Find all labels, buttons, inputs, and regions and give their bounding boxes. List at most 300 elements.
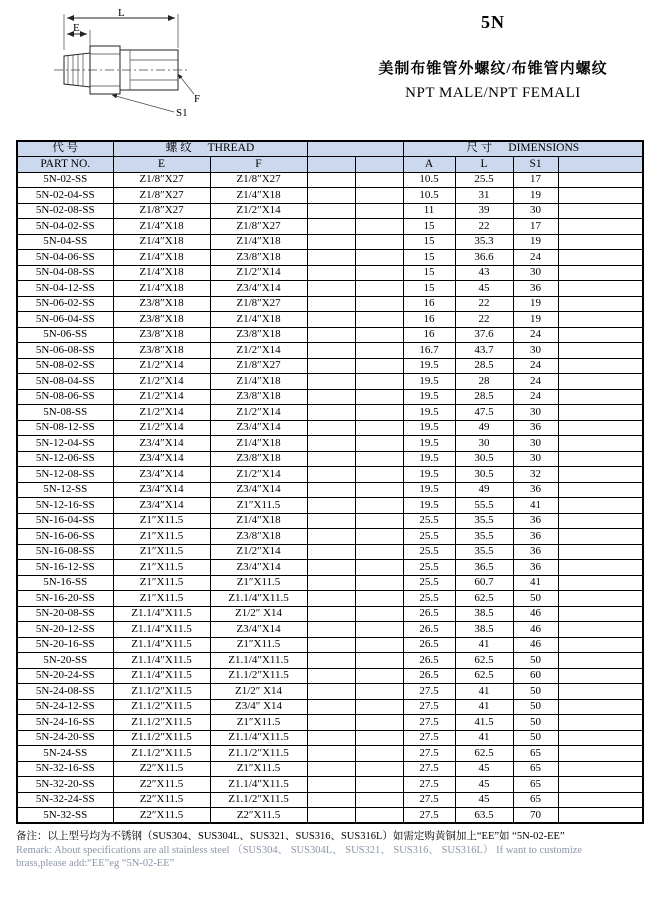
dim-s1-cell: 30 [513, 343, 558, 359]
thread-f-cell: Z1.1/4″X11.5 [210, 591, 307, 607]
dim-s1-cell: 70 [513, 808, 558, 824]
blank-cell [558, 250, 643, 266]
dim-s1-cell: 46 [513, 622, 558, 638]
dim-l-cell: 47.5 [455, 405, 513, 421]
dim-l-cell: 62.5 [455, 668, 513, 684]
table-row [17, 374, 643, 390]
dim-s1-cell: 50 [513, 591, 558, 607]
thread-e-cell: Z1″X11.5 [113, 544, 210, 560]
thread-f-cell: Z1/4″X18 [210, 234, 307, 250]
blank-cell [355, 374, 403, 390]
thread-e-cell: Z2″X11.5 [113, 777, 210, 793]
blank-cell [355, 343, 403, 359]
dim-s1-cell: 41 [513, 575, 558, 591]
blank-cell [307, 761, 355, 777]
dim-l-cell: 43.7 [455, 343, 513, 359]
part-no-cell: 5N-08-SS [17, 405, 113, 421]
blank-cell [307, 172, 355, 188]
thread-e-cell: Z3/4″X14 [113, 436, 210, 452]
blank-cell [307, 420, 355, 436]
blank-cell [307, 265, 355, 281]
dim-label-L: L [118, 8, 125, 19]
dim-a-cell: 19.5 [403, 389, 455, 405]
blank-cell [558, 281, 643, 297]
dim-a-cell: 19.5 [403, 436, 455, 452]
blank-cell [558, 622, 643, 638]
thread-e-cell: Z1/4″X18 [113, 219, 210, 235]
header-thread-en: THREAD [207, 142, 255, 155]
thread-e-cell: Z3/8″X18 [113, 343, 210, 359]
dim-s1-cell: 19 [513, 296, 558, 312]
dim-s1-cell: 30 [513, 436, 558, 452]
dim-s1-cell: 36 [513, 513, 558, 529]
table-row [17, 343, 643, 359]
dim-s1-cell: 19 [513, 312, 558, 328]
blank-cell [307, 498, 355, 514]
blank-cell [558, 405, 643, 421]
dim-a-cell: 19.5 [403, 482, 455, 498]
dim-l-cell: 49 [455, 420, 513, 436]
dim-s1-cell: 19 [513, 234, 558, 250]
part-no-cell: 5N-04-06-SS [17, 250, 113, 266]
blank-cell [355, 792, 403, 808]
blank-cell [307, 374, 355, 390]
blank-cell [355, 172, 403, 188]
blank-cell [355, 436, 403, 452]
blank-cell [355, 777, 403, 793]
blank-cell [558, 637, 643, 653]
dim-a-cell: 27.5 [403, 808, 455, 824]
blank-cell [355, 529, 403, 545]
blank-cell [558, 389, 643, 405]
header-thread-cn: 螺 纹 [165, 142, 192, 155]
blank-cell [558, 482, 643, 498]
blank-cell [307, 730, 355, 746]
blank-cell [355, 560, 403, 576]
part-no-cell: 5N-16-SS [17, 575, 113, 591]
dim-a-cell: 15 [403, 219, 455, 235]
dim-s1-cell: 46 [513, 606, 558, 622]
dim-l-cell: 22 [455, 219, 513, 235]
blank-cell [307, 560, 355, 576]
part-no-cell: 5N-16-08-SS [17, 544, 113, 560]
dim-a-cell: 11 [403, 203, 455, 219]
thread-f-cell: Z1/4″X18 [210, 513, 307, 529]
header-col-e: E [113, 157, 210, 173]
blank-cell [558, 312, 643, 328]
dim-l-cell: 41.5 [455, 715, 513, 731]
table-row [17, 699, 643, 715]
thread-e-cell: Z3/8″X18 [113, 327, 210, 343]
dim-s1-cell: 36 [513, 544, 558, 560]
part-no-cell: 5N-02-04-SS [17, 188, 113, 204]
thread-e-cell: Z1/8″X27 [113, 203, 210, 219]
blank-cell [307, 575, 355, 591]
blank-cell [355, 420, 403, 436]
blank-cell [307, 606, 355, 622]
blank-cell [558, 343, 643, 359]
dim-s1-cell: 65 [513, 746, 558, 762]
thread-f-cell: Z1/8″X27 [210, 219, 307, 235]
thread-f-cell: Z3/4″X14 [210, 560, 307, 576]
dim-a-cell: 25.5 [403, 575, 455, 591]
table-row [17, 637, 643, 653]
thread-e-cell: Z1.1/2″X11.5 [113, 699, 210, 715]
table-row [17, 498, 643, 514]
dim-a-cell: 15 [403, 234, 455, 250]
dim-a-cell: 26.5 [403, 668, 455, 684]
blank-cell [307, 296, 355, 312]
table-row [17, 234, 643, 250]
part-no-cell: 5N-32-16-SS [17, 761, 113, 777]
dim-l-cell: 45 [455, 281, 513, 297]
blank-cell [355, 203, 403, 219]
blank-cell [307, 436, 355, 452]
thread-f-cell: Z1/8″X27 [210, 358, 307, 374]
thread-f-cell: Z1.1/2″X11.5 [210, 746, 307, 762]
table-row [17, 250, 643, 266]
title-english: NPT MALE/NPT FEMALI [405, 85, 581, 101]
thread-f-cell: Z1/2″X14 [210, 544, 307, 560]
dim-s1-cell: 24 [513, 389, 558, 405]
thread-f-cell: Z3/8″X18 [210, 327, 307, 343]
table-header-row-1 [17, 141, 643, 157]
part-no-cell: 5N-24-08-SS [17, 684, 113, 700]
table-row [17, 560, 643, 576]
part-no-cell: 5N-12-08-SS [17, 467, 113, 483]
blank-cell [355, 265, 403, 281]
part-no-cell: 5N-04-08-SS [17, 265, 113, 281]
blank-cell [307, 777, 355, 793]
dim-a-cell: 16 [403, 296, 455, 312]
dim-label-F: F [194, 93, 201, 105]
blank-cell [558, 529, 643, 545]
thread-e-cell: Z1.1/4″X11.5 [113, 637, 210, 653]
blank-cell [558, 420, 643, 436]
part-no-cell: 5N-32-24-SS [17, 792, 113, 808]
dim-a-cell: 27.5 [403, 730, 455, 746]
blank-cell [558, 513, 643, 529]
dim-a-cell: 16 [403, 327, 455, 343]
remarks [16, 830, 643, 871]
dim-s1-cell: 24 [513, 374, 558, 390]
dim-label-E: E [73, 22, 80, 34]
blank-cell [355, 513, 403, 529]
thread-f-cell: Z1.1/4″X11.5 [210, 730, 307, 746]
dim-s1-cell: 24 [513, 250, 558, 266]
dim-l-cell: 36.6 [455, 250, 513, 266]
dim-a-cell: 19.5 [403, 374, 455, 390]
thread-e-cell: Z1.1/2″X11.5 [113, 715, 210, 731]
blank-cell [355, 575, 403, 591]
thread-f-cell: Z1/4″X18 [210, 312, 307, 328]
dim-l-cell: 39 [455, 203, 513, 219]
part-no-cell: 5N-08-04-SS [17, 374, 113, 390]
blank-cell [355, 467, 403, 483]
part-no-cell: 5N-24-SS [17, 746, 113, 762]
blank-cell [558, 746, 643, 762]
blank-cell [558, 172, 643, 188]
blank-cell [355, 327, 403, 343]
blank-cell [355, 730, 403, 746]
blank-cell [558, 730, 643, 746]
dim-s1-cell: 19 [513, 188, 558, 204]
thread-e-cell: Z3/4″X14 [113, 451, 210, 467]
dim-a-cell: 19.5 [403, 498, 455, 514]
dim-s1-cell: 17 [513, 219, 558, 235]
thread-f-cell: Z3/4″X14 [210, 622, 307, 638]
dim-a-cell: 19.5 [403, 467, 455, 483]
header-part-no-cn: 代 号 [17, 141, 113, 157]
dim-l-cell: 35.3 [455, 234, 513, 250]
blank-cell [307, 188, 355, 204]
blank-cell [307, 405, 355, 421]
dim-s1-cell: 50 [513, 653, 558, 669]
dim-s1-cell: 30 [513, 451, 558, 467]
thread-e-cell: Z1.1/4″X11.5 [113, 668, 210, 684]
thread-e-cell: Z1/4″X18 [113, 250, 210, 266]
header-col-f: F [210, 157, 307, 173]
dim-l-cell: 36.5 [455, 560, 513, 576]
dim-l-cell: 30.5 [455, 467, 513, 483]
part-no-cell: 5N-16-04-SS [17, 513, 113, 529]
thread-e-cell: Z1″X11.5 [113, 575, 210, 591]
dim-l-cell: 49 [455, 482, 513, 498]
thread-e-cell: Z1/8″X27 [113, 188, 210, 204]
blank-cell [355, 637, 403, 653]
dim-l-cell: 22 [455, 312, 513, 328]
blank-cell [355, 219, 403, 235]
dim-l-cell: 45 [455, 761, 513, 777]
header-col-s1: S1 [513, 157, 558, 173]
blank-cell [355, 312, 403, 328]
table-row [17, 451, 643, 467]
blank-cell [307, 327, 355, 343]
blank-cell [558, 498, 643, 514]
thread-e-cell: Z2″X11.5 [113, 761, 210, 777]
blank-cell [558, 653, 643, 669]
blank-cell [355, 808, 403, 824]
part-no-cell: 5N-20-08-SS [17, 606, 113, 622]
blank-cell [558, 808, 643, 824]
dim-l-cell: 35.5 [455, 529, 513, 545]
part-no-cell: 5N-24-12-SS [17, 699, 113, 715]
table-header-row-2 [17, 157, 643, 173]
table-row [17, 591, 643, 607]
blank-cell [307, 219, 355, 235]
dim-a-cell: 19.5 [403, 451, 455, 467]
header-blank-cell [558, 157, 643, 173]
dim-a-cell: 27.5 [403, 792, 455, 808]
thread-f-cell: Z1″X11.5 [210, 498, 307, 514]
thread-e-cell: Z1/4″X18 [113, 281, 210, 297]
blank-cell [558, 544, 643, 560]
blank-cell [355, 281, 403, 297]
table-row [17, 188, 643, 204]
dim-a-cell: 26.5 [403, 606, 455, 622]
blank-cell [558, 684, 643, 700]
model-number: 5N [481, 12, 505, 32]
part-no-cell: 5N-06-04-SS [17, 312, 113, 328]
dim-s1-cell: 24 [513, 358, 558, 374]
dim-s1-cell: 30 [513, 203, 558, 219]
dim-l-cell: 62.5 [455, 591, 513, 607]
blank-cell [355, 668, 403, 684]
thread-e-cell: Z2″X11.5 [113, 792, 210, 808]
header-blank-group [307, 141, 403, 157]
dim-a-cell: 15 [403, 281, 455, 297]
blank-cell [307, 715, 355, 731]
thread-e-cell: Z1/2″X14 [113, 420, 210, 436]
header-part-no-en: PART NO. [17, 157, 113, 173]
thread-f-cell: Z3/8″X18 [210, 250, 307, 266]
dim-a-cell: 19.5 [403, 420, 455, 436]
table-row [17, 405, 643, 421]
blank-cell [307, 343, 355, 359]
table-row [17, 327, 643, 343]
header-dimensions [403, 141, 643, 157]
dim-s1-cell: 46 [513, 637, 558, 653]
dim-s1-cell: 41 [513, 498, 558, 514]
dim-l-cell: 28 [455, 374, 513, 390]
thread-f-cell: Z2″X11.5 [210, 808, 307, 824]
blank-cell [558, 761, 643, 777]
thread-f-cell: Z3/8″X18 [210, 389, 307, 405]
part-no-cell: 5N-08-02-SS [17, 358, 113, 374]
blank-cell [355, 761, 403, 777]
dim-a-cell: 25.5 [403, 529, 455, 545]
blank-cell [307, 699, 355, 715]
blank-cell [558, 668, 643, 684]
thread-f-cell: Z1/4″X18 [210, 374, 307, 390]
blank-cell [307, 389, 355, 405]
blank-cell [558, 451, 643, 467]
table-row [17, 265, 643, 281]
blank-cell [355, 451, 403, 467]
thread-f-cell: Z1/2″X14 [210, 265, 307, 281]
header-blank-cell [307, 157, 355, 173]
table-row [17, 792, 643, 808]
dim-a-cell: 10.5 [403, 188, 455, 204]
blank-cell [355, 715, 403, 731]
blank-cell [307, 653, 355, 669]
dim-s1-cell: 36 [513, 420, 558, 436]
part-no-cell: 5N-04-02-SS [17, 219, 113, 235]
blank-cell [355, 234, 403, 250]
table-row [17, 544, 643, 560]
dim-s1-cell: 36 [513, 560, 558, 576]
blank-cell [558, 436, 643, 452]
blank-cell [558, 188, 643, 204]
remark-line-en-1: Remark: About specifications are all stainless steel （SUS304、 SUS304L、 SUS321、 SUS316、 SUS316L） If want to customize [16, 844, 583, 856]
dim-l-cell: 30 [455, 436, 513, 452]
blank-cell [307, 250, 355, 266]
thread-e-cell: Z2″X11.5 [113, 808, 210, 824]
dim-s1-cell: 30 [513, 265, 558, 281]
dim-s1-cell: 24 [513, 327, 558, 343]
thread-f-cell: Z1″X11.5 [210, 575, 307, 591]
dim-a-cell: 25.5 [403, 513, 455, 529]
dim-s1-cell: 50 [513, 715, 558, 731]
thread-e-cell: Z1/2″X14 [113, 389, 210, 405]
blank-cell [558, 219, 643, 235]
blank-cell [355, 498, 403, 514]
thread-f-cell: Z1/2″X14 [210, 343, 307, 359]
thread-f-cell: Z1″X11.5 [210, 761, 307, 777]
blank-cell [355, 250, 403, 266]
blank-cell [558, 374, 643, 390]
dim-a-cell: 27.5 [403, 715, 455, 731]
dim-label-S1: S1 [176, 107, 188, 119]
dim-a-cell: 26.5 [403, 622, 455, 638]
dim-l-cell: 30.5 [455, 451, 513, 467]
thread-e-cell: Z3/8″X18 [113, 296, 210, 312]
dim-a-cell: 16.7 [403, 343, 455, 359]
thread-f-cell: Z1/2″X14 [210, 203, 307, 219]
thread-e-cell: Z3/4″X14 [113, 467, 210, 483]
blank-cell [307, 544, 355, 560]
blank-cell [307, 234, 355, 250]
dim-l-cell: 35.5 [455, 513, 513, 529]
dim-s1-cell: 36 [513, 529, 558, 545]
table-row [17, 575, 643, 591]
dim-l-cell: 25.5 [455, 172, 513, 188]
thread-e-cell: Z1.1/4″X11.5 [113, 622, 210, 638]
blank-cell [558, 591, 643, 607]
dim-a-cell: 10.5 [403, 172, 455, 188]
part-no-cell: 5N-06-SS [17, 327, 113, 343]
blank-cell [307, 668, 355, 684]
table-row [17, 808, 643, 824]
dim-l-cell: 62.5 [455, 746, 513, 762]
blank-cell [355, 188, 403, 204]
thread-e-cell: Z1.1/4″X11.5 [113, 653, 210, 669]
dim-a-cell: 25.5 [403, 544, 455, 560]
dim-s1-cell: 60 [513, 668, 558, 684]
remark-line-en-2: brass,please add:“EE”eg “5N-02-EE” [16, 858, 175, 870]
dim-s1-cell: 50 [513, 730, 558, 746]
dim-a-cell: 27.5 [403, 699, 455, 715]
thread-f-cell: Z1.1/2″X11.5 [210, 792, 307, 808]
thread-f-cell: Z1″X11.5 [210, 637, 307, 653]
table-row [17, 482, 643, 498]
part-no-cell: 5N-16-12-SS [17, 560, 113, 576]
thread-e-cell: Z1.1/2″X11.5 [113, 730, 210, 746]
table-row [17, 684, 643, 700]
part-no-cell: 5N-04-SS [17, 234, 113, 250]
blank-cell [558, 296, 643, 312]
dim-s1-cell: 65 [513, 777, 558, 793]
dim-l-cell: 28.5 [455, 358, 513, 374]
dim-l-cell: 45 [455, 792, 513, 808]
header-dims-en: DIMENSIONS [508, 142, 580, 155]
blank-cell [355, 684, 403, 700]
table-row [17, 436, 643, 452]
dim-s1-cell: 65 [513, 792, 558, 808]
page-header [16, 8, 643, 130]
dim-a-cell: 19.5 [403, 358, 455, 374]
blank-cell [307, 358, 355, 374]
thread-f-cell: Z1/2″ X14 [210, 606, 307, 622]
part-no-cell: 5N-02-SS [17, 172, 113, 188]
table-row [17, 203, 643, 219]
blank-cell [307, 792, 355, 808]
dim-l-cell: 62.5 [455, 653, 513, 669]
blank-cell [355, 699, 403, 715]
thread-e-cell: Z1″X11.5 [113, 591, 210, 607]
blank-cell [558, 467, 643, 483]
part-no-cell: 5N-24-20-SS [17, 730, 113, 746]
